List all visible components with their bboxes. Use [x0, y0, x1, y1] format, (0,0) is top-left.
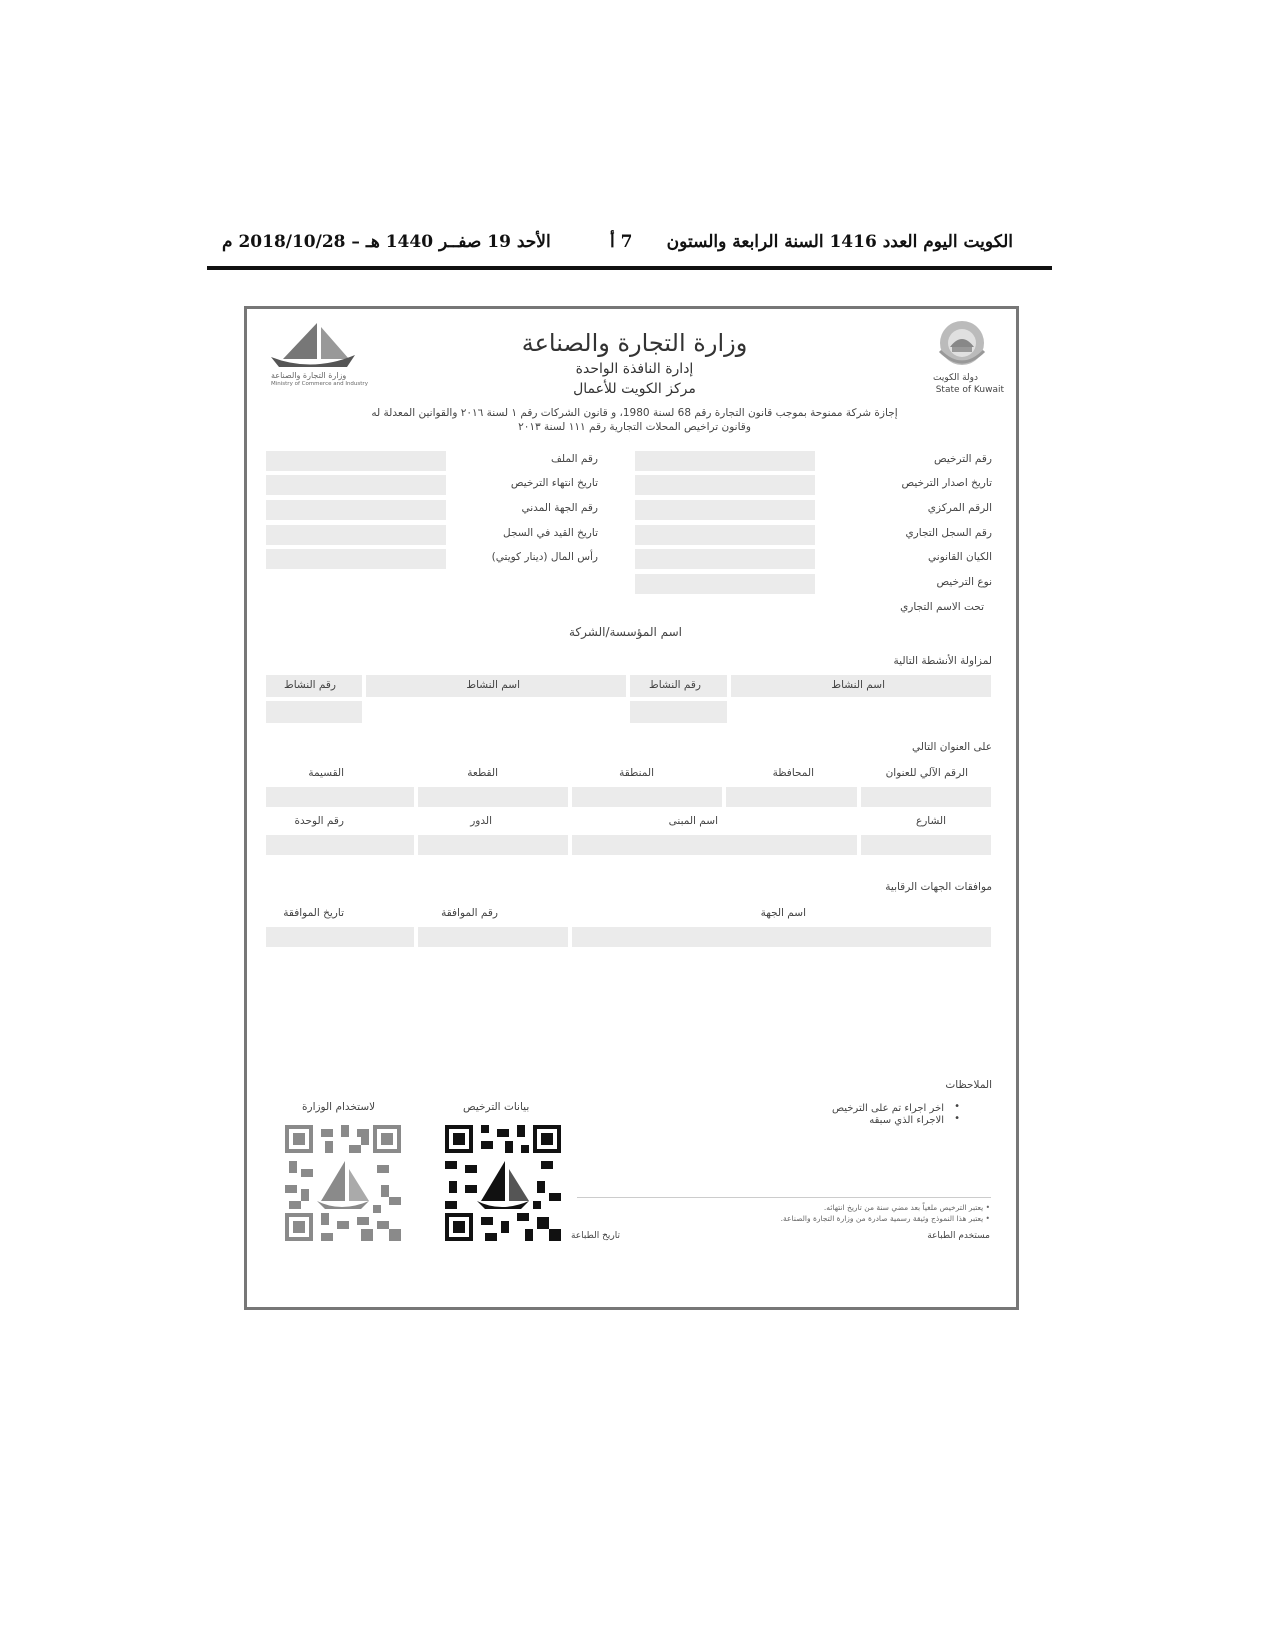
legal-entity-label: الكيان القانوني — [928, 551, 992, 563]
authority-name-field — [572, 927, 991, 947]
notes-title: الملاحظات — [945, 1079, 992, 1091]
civil-number-field — [266, 500, 446, 520]
activity-number-header-1: رقم النشاط — [630, 675, 727, 697]
address-auto-number-field — [861, 787, 991, 807]
area-field — [572, 787, 722, 807]
file-number-label: رقم الملف — [551, 453, 598, 465]
floor-label: الدور — [470, 815, 492, 827]
approval-date-field — [266, 927, 414, 947]
center-title: مركز الكويت للأعمال — [573, 381, 696, 397]
note-item: الاجراء الذي سبقه — [869, 1115, 944, 1126]
approval-date-label: تاريخ الموافقة — [283, 907, 344, 919]
approvals-title: موافقات الجهات الرقابية — [885, 881, 992, 893]
activity-number-header-2: رقم النشاط — [266, 675, 362, 697]
plot-field — [266, 787, 414, 807]
legal-basis-line-1: إجازة شركة ممنوحة بموجب قانون التجارة رقم 68 لسنة 1980، و قانون الشركات رقم ١ لسنة ٢٠١٦ والقوانين المعدلة له — [371, 407, 898, 419]
ministry-logo-text: وزارة التجارة والصناعة — [271, 371, 347, 380]
address-title: على العنوان التالي — [911, 741, 992, 753]
building-name-label: اسم المبنى — [668, 815, 718, 827]
registration-date-field — [266, 525, 446, 545]
block-label: القطعة — [467, 767, 498, 779]
print-date-label: تاريخ الطباعة — [570, 1231, 620, 1241]
license-issue-date-field — [635, 475, 815, 495]
governorate-label: المحافظة — [772, 767, 814, 779]
activity-number-cell-1 — [630, 701, 727, 723]
file-number-field — [266, 451, 446, 471]
state-name-ar: دولة الكويت — [933, 373, 978, 383]
activity-name-header-1: اسم النشاط — [731, 675, 991, 697]
unit-number-field — [266, 835, 414, 855]
legal-basis-line-2: وقانون تراخيص المحلات التجارية رقم ١١١ لسنة ٢٠١٣ — [518, 421, 751, 433]
street-field — [861, 835, 991, 855]
entity-name-label: اسم المؤسسة/الشركة — [568, 625, 682, 639]
license-expiry-date-field — [266, 475, 446, 495]
activities-title: لمزاولة الأنشطة التالية — [893, 655, 992, 667]
footer-note-1: • يعتبر الترخيص ملغياً بعد مضي سنة من تاريخ انتهائه. — [823, 1203, 990, 1212]
qr-ministry-label: لاستخدام الوزارة — [302, 1101, 376, 1113]
license-expiry-date-label: تاريخ انتهاء الترخيص — [510, 477, 598, 489]
header-rule — [207, 266, 1052, 270]
plot-label: القسيمة — [308, 767, 344, 779]
central-number-label: الرقم المركزي — [927, 502, 992, 514]
print-user-label: مستخدم الطباعة — [927, 1231, 990, 1241]
license-number-label: رقم الترخيص — [933, 453, 992, 465]
page-number: 7 أ — [610, 232, 633, 252]
department-title: إدارة النافذة الواحدة — [575, 361, 694, 377]
capital-field — [266, 549, 446, 569]
civil-number-label: رقم الجهة المدني — [521, 502, 598, 514]
license-number-field — [635, 451, 815, 471]
license-qr-code-icon — [445, 1125, 561, 1241]
address-auto-number-label: الرقم الآلي للعنوان — [885, 767, 968, 779]
capital-label: رأس المال (دينار كويتي) — [491, 551, 598, 563]
central-number-field — [635, 500, 815, 520]
legal-entity-field — [635, 549, 815, 569]
approval-number-field — [418, 927, 568, 947]
commercial-register-field — [635, 525, 815, 545]
building-name-field — [572, 835, 857, 855]
activity-name-header-2: اسم النشاط — [366, 675, 626, 697]
trade-name-label: تحت الاسم التجاري — [900, 601, 984, 613]
authority-name-label: اسم الجهة — [760, 907, 806, 919]
registration-date-label: تاريخ القيد في السجل — [503, 527, 598, 539]
license-certificate — [244, 306, 1019, 1310]
footer-note-2: • يعتبر هذا النموذج وثيقة رسمية صادرة من وزارة التجارة والصناعة. — [780, 1214, 990, 1223]
license-issue-date-label: تاريخ اصدار الترخيص — [901, 477, 992, 489]
gazette-date: الأحد 19 صفــر 1440 هـ – 2018/10/28 م — [222, 232, 551, 252]
commercial-register-label: رقم السجل التجاري — [905, 527, 992, 539]
ministry-qr-code-icon — [285, 1125, 401, 1241]
ministry-title: وزارة التجارة والصناعة — [521, 329, 748, 357]
license-type-label: نوع الترخيص — [936, 576, 992, 588]
bullet-icon: • — [954, 1101, 960, 1112]
floor-field — [418, 835, 568, 855]
gazette-issue: الكويت اليوم العدد 1416 السنة الرابعة والستون — [666, 232, 1013, 252]
footer-rule — [577, 1197, 991, 1198]
street-label: الشارع — [915, 815, 946, 827]
bullet-icon: • — [954, 1113, 960, 1124]
block-field — [418, 787, 568, 807]
state-name-en: State of Kuwait — [935, 385, 1004, 395]
approval-number-label: رقم الموافقة — [441, 907, 498, 919]
ministry-logo-en: Ministry of Commerce and Industry — [271, 381, 368, 387]
area-label: المنطقة — [619, 767, 654, 779]
license-type-field — [635, 574, 815, 594]
unit-number-label: رقم الوحدة — [294, 815, 344, 827]
note-item: اخر اجراء تم على الترخيص — [831, 1103, 944, 1114]
activity-number-cell-2 — [266, 701, 362, 723]
governorate-field — [726, 787, 857, 807]
qr-license-label: بيانات الترخيص — [463, 1101, 530, 1113]
